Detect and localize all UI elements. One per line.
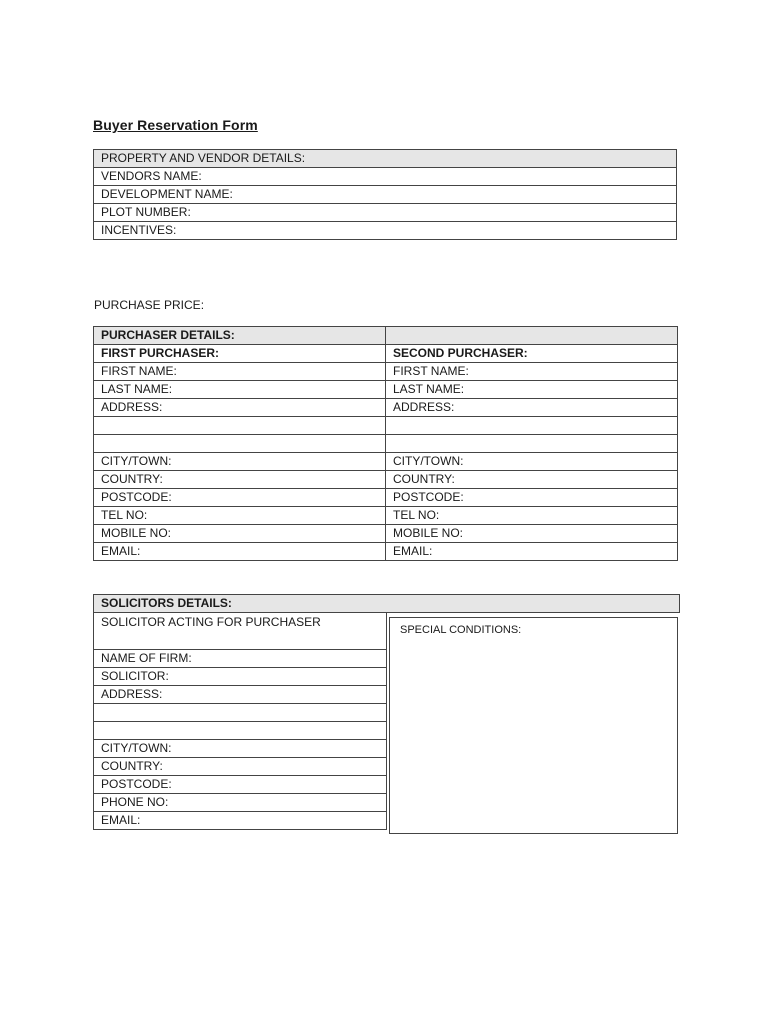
solicitor-address-line-3[interactable] [94, 722, 387, 740]
incentives-field[interactable]: INCENTIVES: [94, 222, 677, 240]
second-purchaser-mobile-field[interactable]: MOBILE NO: [386, 525, 678, 543]
second-purchaser-address-line-3[interactable] [386, 435, 678, 453]
solicitor-postcode-field[interactable]: POSTCODE: [94, 776, 387, 794]
second-purchaser-tel-field[interactable]: TEL NO: [386, 507, 678, 525]
first-purchaser-address-line-3[interactable] [94, 435, 386, 453]
name-of-firm-field[interactable]: NAME OF FIRM: [94, 650, 387, 668]
second-purchaser-address-field[interactable]: ADDRESS: [386, 399, 678, 417]
first-purchaser-address-field[interactable]: ADDRESS: [94, 399, 386, 417]
first-purchaser-country-field[interactable]: COUNTRY: [94, 471, 386, 489]
solicitor-city-field[interactable]: CITY/TOWN: [94, 740, 387, 758]
development-name-field[interactable]: DEVELOPMENT NAME: [94, 186, 677, 204]
second-purchaser-address-line-2[interactable] [386, 417, 678, 435]
solicitor-address-field[interactable]: ADDRESS: [94, 686, 387, 704]
solicitor-details-table [93, 612, 387, 830]
special-conditions-label: SPECIAL CONDITIONS: [400, 624, 522, 636]
first-purchaser-tel-field[interactable]: TEL NO: [94, 507, 386, 525]
solicitor-country-field[interactable]: COUNTRY: [94, 758, 387, 776]
property-vendor-header: PROPERTY AND VENDOR DETAILS: [94, 150, 677, 168]
second-purchaser-last-name-field[interactable]: LAST NAME: [386, 381, 678, 399]
second-purchaser-email-field[interactable]: EMAIL: [386, 543, 678, 561]
first-purchaser-city-field[interactable]: CITY/TOWN: [94, 453, 386, 471]
form-title: Buyer Reservation Form [93, 117, 258, 133]
plot-number-field[interactable]: PLOT NUMBER: [94, 204, 677, 222]
purchaser-details-table [93, 326, 678, 561]
first-purchaser-postcode-field[interactable]: POSTCODE: [94, 489, 386, 507]
first-purchaser-mobile-field[interactable]: MOBILE NO: [94, 525, 386, 543]
solicitor-address-line-2[interactable] [94, 704, 387, 722]
solicitors-header-table [93, 594, 680, 613]
solicitor-acting-label: SOLICITOR ACTING FOR PURCHASER [94, 613, 387, 650]
first-purchaser-first-name-field[interactable]: FIRST NAME: [94, 363, 386, 381]
purchaser-header-blank [386, 327, 678, 345]
second-purchaser-first-name-field[interactable]: FIRST NAME: [386, 363, 678, 381]
first-purchaser-address-line-2[interactable] [94, 417, 386, 435]
solicitor-email-field[interactable]: EMAIL: [94, 812, 387, 830]
purchaser-details-header: PURCHASER DETAILS: [94, 327, 386, 345]
property-vendor-table [93, 149, 677, 240]
second-purchaser-country-field[interactable]: COUNTRY: [386, 471, 678, 489]
first-purchaser-last-name-field[interactable]: LAST NAME: [94, 381, 386, 399]
purchase-price-field[interactable]: PURCHASE PRICE: [94, 298, 205, 312]
second-purchaser-heading: SECOND PURCHASER: [386, 345, 678, 363]
vendors-name-field[interactable]: VENDORS NAME: [94, 168, 677, 186]
solicitors-details-header: SOLICITORS DETAILS: [94, 595, 680, 613]
first-purchaser-email-field[interactable]: EMAIL: [94, 543, 386, 561]
second-purchaser-city-field[interactable]: CITY/TOWN: [386, 453, 678, 471]
solicitor-name-field[interactable]: SOLICITOR: [94, 668, 387, 686]
special-conditions-box[interactable] [389, 617, 678, 834]
second-purchaser-postcode-field[interactable]: POSTCODE: [386, 489, 678, 507]
solicitor-phone-field[interactable]: PHONE NO: [94, 794, 387, 812]
first-purchaser-heading: FIRST PURCHASER: [94, 345, 386, 363]
